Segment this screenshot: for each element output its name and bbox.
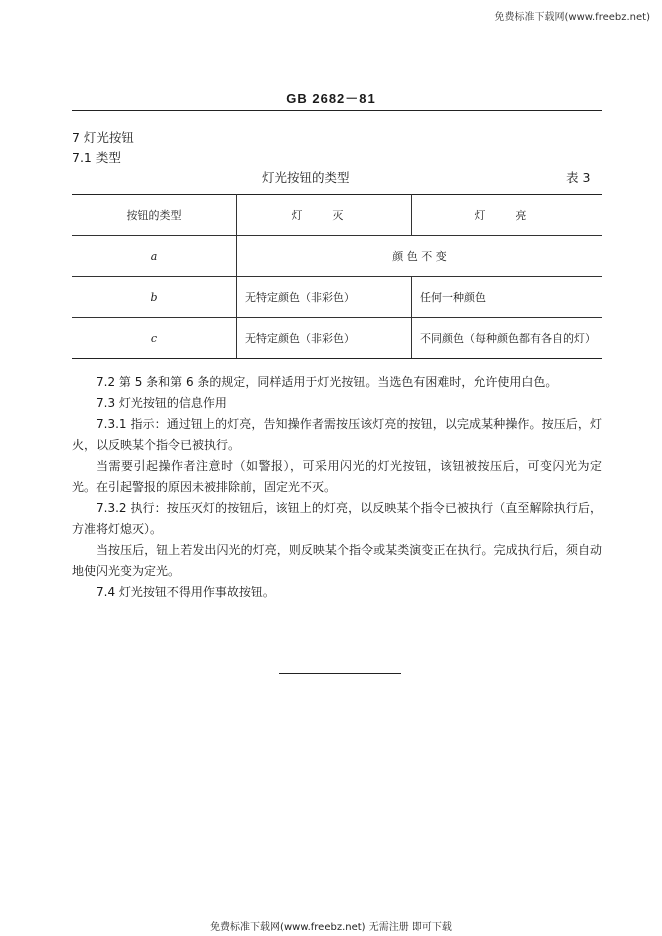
table-row (72, 236, 602, 277)
bottom-watermark: 免费标准下载网(www.freebz.net) 无需注册 即可下载 (210, 922, 452, 933)
paragraph-7-3-2: 7.3.2 执行：按压灭灯的按钮后，该钮上的灯亮，以反映某个指令已被执行（直至解除执行后，方准将灯熄灭）。 (72, 501, 602, 536)
header-light-off-label: 灯 灭 (291, 209, 357, 222)
section-7-1-title: 7.1 类型 (72, 150, 121, 165)
paragraph-7-2: 7.2 第 5 条和第 6 条的规定，同样适用于灯光按钮。当选色有困难时，允许使用白色。 (96, 375, 558, 389)
paragraph-7-3-1-alarm: 当需要引起操作者注意时（如警报），可采用闪光的灯光按钮，该钮被按压后，可变闪光为定光。在引起警报的原因未被排除前，固定光不灭。 (72, 459, 602, 494)
row-light-on: 不同颜色（每种颜色都有各自的灯） (412, 318, 603, 359)
table-number: 表 3 (566, 170, 591, 185)
row-light-off: 无特定颜色（非彩色） (237, 277, 412, 318)
end-rule (279, 673, 401, 674)
table-row (72, 318, 602, 359)
header-light-on (412, 195, 603, 236)
standard-code: GB 2682－81 (286, 91, 376, 106)
row-type: c (72, 318, 237, 359)
table-title: 灯光按钮的类型 (262, 170, 350, 185)
row-light-on: 任何一种颜色 (412, 277, 603, 318)
table-header-row (72, 195, 602, 236)
paragraph-7-3-2-flash: 当按压后，钮上若发出闪光的灯亮，则反映某个指令或某类演变正在执行。完成执行后，须自动地使闪光变为定光。 (72, 543, 602, 578)
row-merged-value: 颜 色 不 变 (237, 236, 603, 277)
row-type: b (72, 277, 237, 318)
table-row (72, 277, 602, 318)
header-light-on-label: 灯 亮 (474, 209, 540, 222)
paragraph-7-4: 7.4 灯光按钮不得用作事故按钮。 (96, 585, 275, 599)
button-type-table (72, 194, 602, 359)
section-7-title: 7 灯光按钮 (72, 130, 134, 145)
top-watermark: 免费标准下载网(www.freebz.net) (494, 12, 650, 23)
paragraph-7-3: 7.3 灯光按钮的信息作用 (96, 396, 227, 410)
paragraph-7-3-1: 7.3.1 指示：通过钮上的灯亮，告知操作者需按压该灯亮的按钮，以完成某种操作。按压后，灯火，以反映某个指令已被执行。 (72, 417, 602, 452)
row-type: a (72, 236, 237, 277)
header-type: 按钮的类型 (72, 195, 237, 236)
header-rule (72, 110, 602, 111)
row-light-off: 无特定颜色（非彩色） (237, 318, 412, 359)
header-light-off (237, 195, 412, 236)
